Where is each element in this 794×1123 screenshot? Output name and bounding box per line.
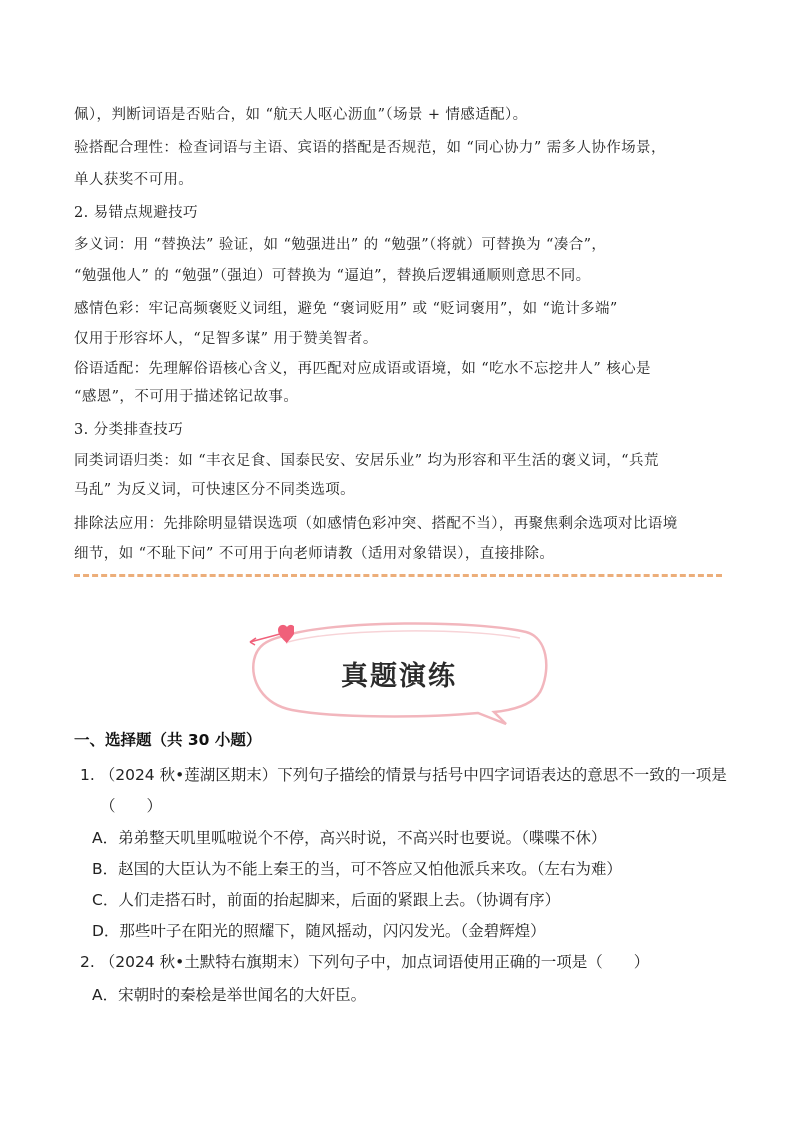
question-stem: 1. （2024 秋•莲湖区期末）下列句子描绘的情景与括号中四字词语表达的意思不一致的一项是 [80,766,727,784]
tips-line: “感恩”，不可用于描述铭记故事。 [74,389,299,405]
option-a: A．宋朝时的秦桧是举世闻名的大奸臣。 [92,986,367,1004]
tips-line: 同类词语归类：如 “丰衣足食、国泰民安、安居乐业” 均为形容和平生活的褒义词，“兵荒 [74,453,659,469]
section-banner [244,618,554,728]
tips-line: 仅用于形容坏人，“足智多谋” 用于赞美智者。 [74,331,378,347]
question-stem: 2. （2024 秋•土默特右旗期末）下列句子中，加点词语使用正确的一项是（ ） [80,953,650,971]
option-d: D．那些叶子在阳光的照耀下，随风摇动，闪闪发光。（金碧辉煌） [92,922,546,940]
answer-blank: （ ） [100,797,163,815]
tips-heading: 2. 易错点规避技巧 [74,205,198,221]
tips-line: 感情色彩：牢记高频褒贬义词组，避免 “褒词贬用” 或 “贬词褒用”，如 “诡计多端” [74,301,618,317]
banner-title: 真题演练 [341,661,457,692]
tips-line: 佩），判断词语是否贴合，如 “航天人呕心沥血”（场景 + 情感适配）。 [74,107,528,123]
option-a: A．弟弟整天叽里呱啦说个不停，高兴时说，不高兴时也要说。（喋喋不休） [92,829,607,847]
tips-line: 俗语适配：先理解俗语核心含义，再匹配对应成语或语境，如 “吃水不忘挖井人” 核心是 [74,361,651,377]
tips-line: 单人获奖不可用。 [74,172,194,188]
section-title: 一、选择题（共 30 小题） [74,731,262,749]
dashed-divider [74,574,722,577]
tips-line: “勉强他人” 的 “勉强”（强迫）可替换为 “逼迫”，替换后逻辑通顺则意思不同。 [74,268,591,284]
tips-heading: 3. 分类排查技巧 [74,422,184,438]
tips-line: 多义词：用 “替换法” 验证，如 “勉强进出” 的 “勉强”（将就）可替换为 “凑合”， [74,237,607,253]
heart-icon [248,622,294,652]
option-b: B．赵国的大臣认为不能上秦王的当，可不答应又怕他派兵来攻。（左右为难） [92,860,622,878]
tips-line: 验搭配合理性：检查词语与主语、宾语的搭配是否规范，如 “同心协力” 需多人协作场景， [74,140,666,156]
tips-line: 排除法应用：先排除明显错误选项（如感情色彩冲突、搭配不当），再聚焦剩余选项对比语境 [74,516,678,532]
tips-line: 细节，如 “不耻下问” 不可用于向老师请教（适用对象错误），直接排除。 [74,546,555,562]
tips-line: 马乱” 为反义词，可快速区分不同类选项。 [74,482,356,498]
option-c: C．人们走搭石时，前面的抬起脚来，后面的紧跟上去。（协调有序） [92,891,561,909]
